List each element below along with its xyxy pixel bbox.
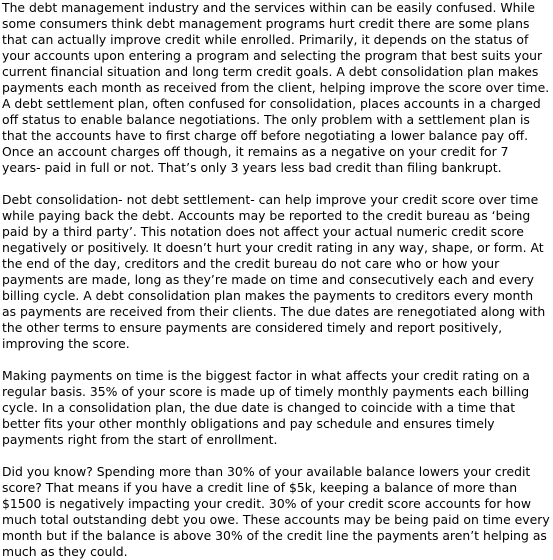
paragraph-debt-management-overview: The debt management industry and the services within can be easily confused. While some consumers think debt management programs hurt credit there are some plans that can actually improve credit while enrolled. Primarily, it depends on the status of your accounts upon entering a program and selecting the program that best suits your current financial situation and long term credit goals. A debt consolidation plan makes payments each month as received from the client, helping improve the score over time. A debt settlement plan, often confused for consolidation, places accounts in a charged off status to enable balance negotiations. The only problem with a settlement plan is that the accounts have to first charge off before negotiating a lower balance pay off. Once an account charges off though, it remains as a negative on your credit for 7 years- paid in full or not. That’s only 3 years less bad credit than filing bankrupt. bbox=[2, 0, 550, 175]
paragraph-timely-payments: Making payments on time is the biggest factor in what affects your credit rating on a regular basis. 35% of your score is made up of timely monthly payments each billing cycle. In a consolidation plan, the due date is changed to coincide with a time that better fits your other monthly obligations and pay schedule and ensures timely payments right from the start of enrollment. bbox=[2, 368, 530, 447]
paragraph-debt-consolidation: Debt consolidation- not debt settlement- can help improve your credit score over time while paying back the debt. Accounts may be reported to the credit bureau as ‘being paid by a third party’. This notation does not affect your actual numeric credit score negatively or positively. It doesn’t hurt your credit rating in any way, shape, or form. At the end of the day, creditors and the credit bureau do not care who or how your payments are made, long as they’re made on time and consecutively each and every billing cycle. A debt consolidation plan makes the payments to creditors every month as payments are received from their clients. The due dates are renegotiated along with the other terms to ensure payments are considered timely and report positively, improving the score. bbox=[2, 192, 546, 351]
paragraph-credit-utilization: Did you know? Spending more than 30% of your available balance lowers your credit score? That means if you have a credit line of $5k, keeping a balance of more than $1500 is negatively impacting your credit. 30% of your credit score accounts for how much total outstanding debt you owe. These accounts may be being paid on time every month but if the balance is above 30% of the credit line the payments aren’t helping as much as they could. bbox=[2, 464, 550, 559]
